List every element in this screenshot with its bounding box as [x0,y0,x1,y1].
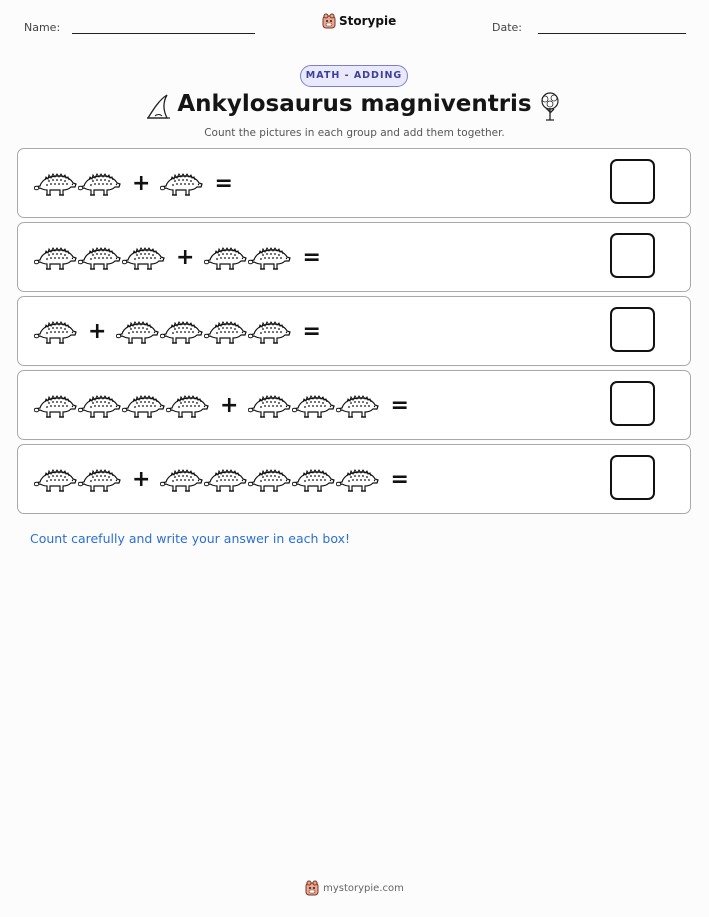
ankylosaurus-icon [160,169,204,199]
answer-box[interactable] [610,233,655,278]
mascot-icon [322,13,336,29]
tree-icon [536,91,564,123]
ankylosaurus-icon [78,243,122,273]
name-line[interactable] [72,33,255,34]
ankylosaurus-icon [122,243,166,273]
ankylosaurus-icon [292,465,336,495]
ankylosaurus-icon [160,317,204,347]
ankylosaurus-icon [116,317,160,347]
ankylosaurus-icon [34,465,78,495]
answer-box[interactable] [610,159,655,204]
equals-sign: = [390,467,409,492]
brand-name: Storypie [339,14,397,28]
ankylosaurus-icon [292,391,336,421]
page-subtitle: Count the pictures in each group and add them together. [204,127,505,139]
ankylosaurus-icon [34,169,78,199]
equation [34,241,331,275]
category-badge: MATH - ADDING [300,65,408,87]
ankylosaurus-icon [34,243,78,273]
date-label: Date: [492,21,522,34]
problem-card [17,444,691,514]
problem-card [17,370,691,440]
ankylosaurus-icon [122,391,166,421]
footer-url[interactable]: mystorypie.com [323,882,404,894]
ankylosaurus-icon [34,317,78,347]
mascot-icon [305,880,319,896]
ankylosaurus-icon [204,317,248,347]
answer-box[interactable] [610,381,655,426]
plus-sign: + [176,245,195,270]
answer-box[interactable] [610,307,655,352]
equals-sign: = [302,245,321,270]
ankylosaurus-icon [248,465,292,495]
ankylosaurus-icon [78,465,122,495]
equation [34,389,419,423]
equation [34,167,243,201]
plus-sign: + [132,171,151,196]
ankylosaurus-icon [166,391,210,421]
ankylosaurus-icon [34,391,78,421]
date-line[interactable] [538,33,686,34]
equation [34,463,419,497]
plus-sign: + [132,467,151,492]
ankylosaurus-icon [336,465,380,495]
storypie-logo [322,13,396,29]
problem-card [17,148,691,218]
footer [0,880,709,896]
ankylosaurus-icon [248,243,292,273]
problem-card [17,222,691,292]
page-title: Ankylosaurus magniventris [177,91,532,117]
answer-box[interactable] [610,455,655,500]
plus-sign: + [220,393,239,418]
ankylosaurus-icon [78,391,122,421]
ankylosaurus-icon [204,243,248,273]
name-label: Name: [24,21,61,34]
ankylosaurus-icon [336,391,380,421]
plus-sign: + [88,319,107,344]
ankylosaurus-icon [204,465,248,495]
ankylosaurus-icon [78,169,122,199]
ankylosaurus-icon [248,317,292,347]
title-row [0,88,709,128]
equals-sign: = [390,393,409,418]
worksheet-header [0,0,709,50]
equation [34,315,331,349]
ankylosaurus-icon [248,391,292,421]
equals-sign: = [302,319,321,344]
ankylosaurus-icon [160,465,204,495]
instruction-text: Count carefully and write your answer in each box! [30,531,351,546]
problem-card [17,296,691,366]
equals-sign: = [214,171,233,196]
